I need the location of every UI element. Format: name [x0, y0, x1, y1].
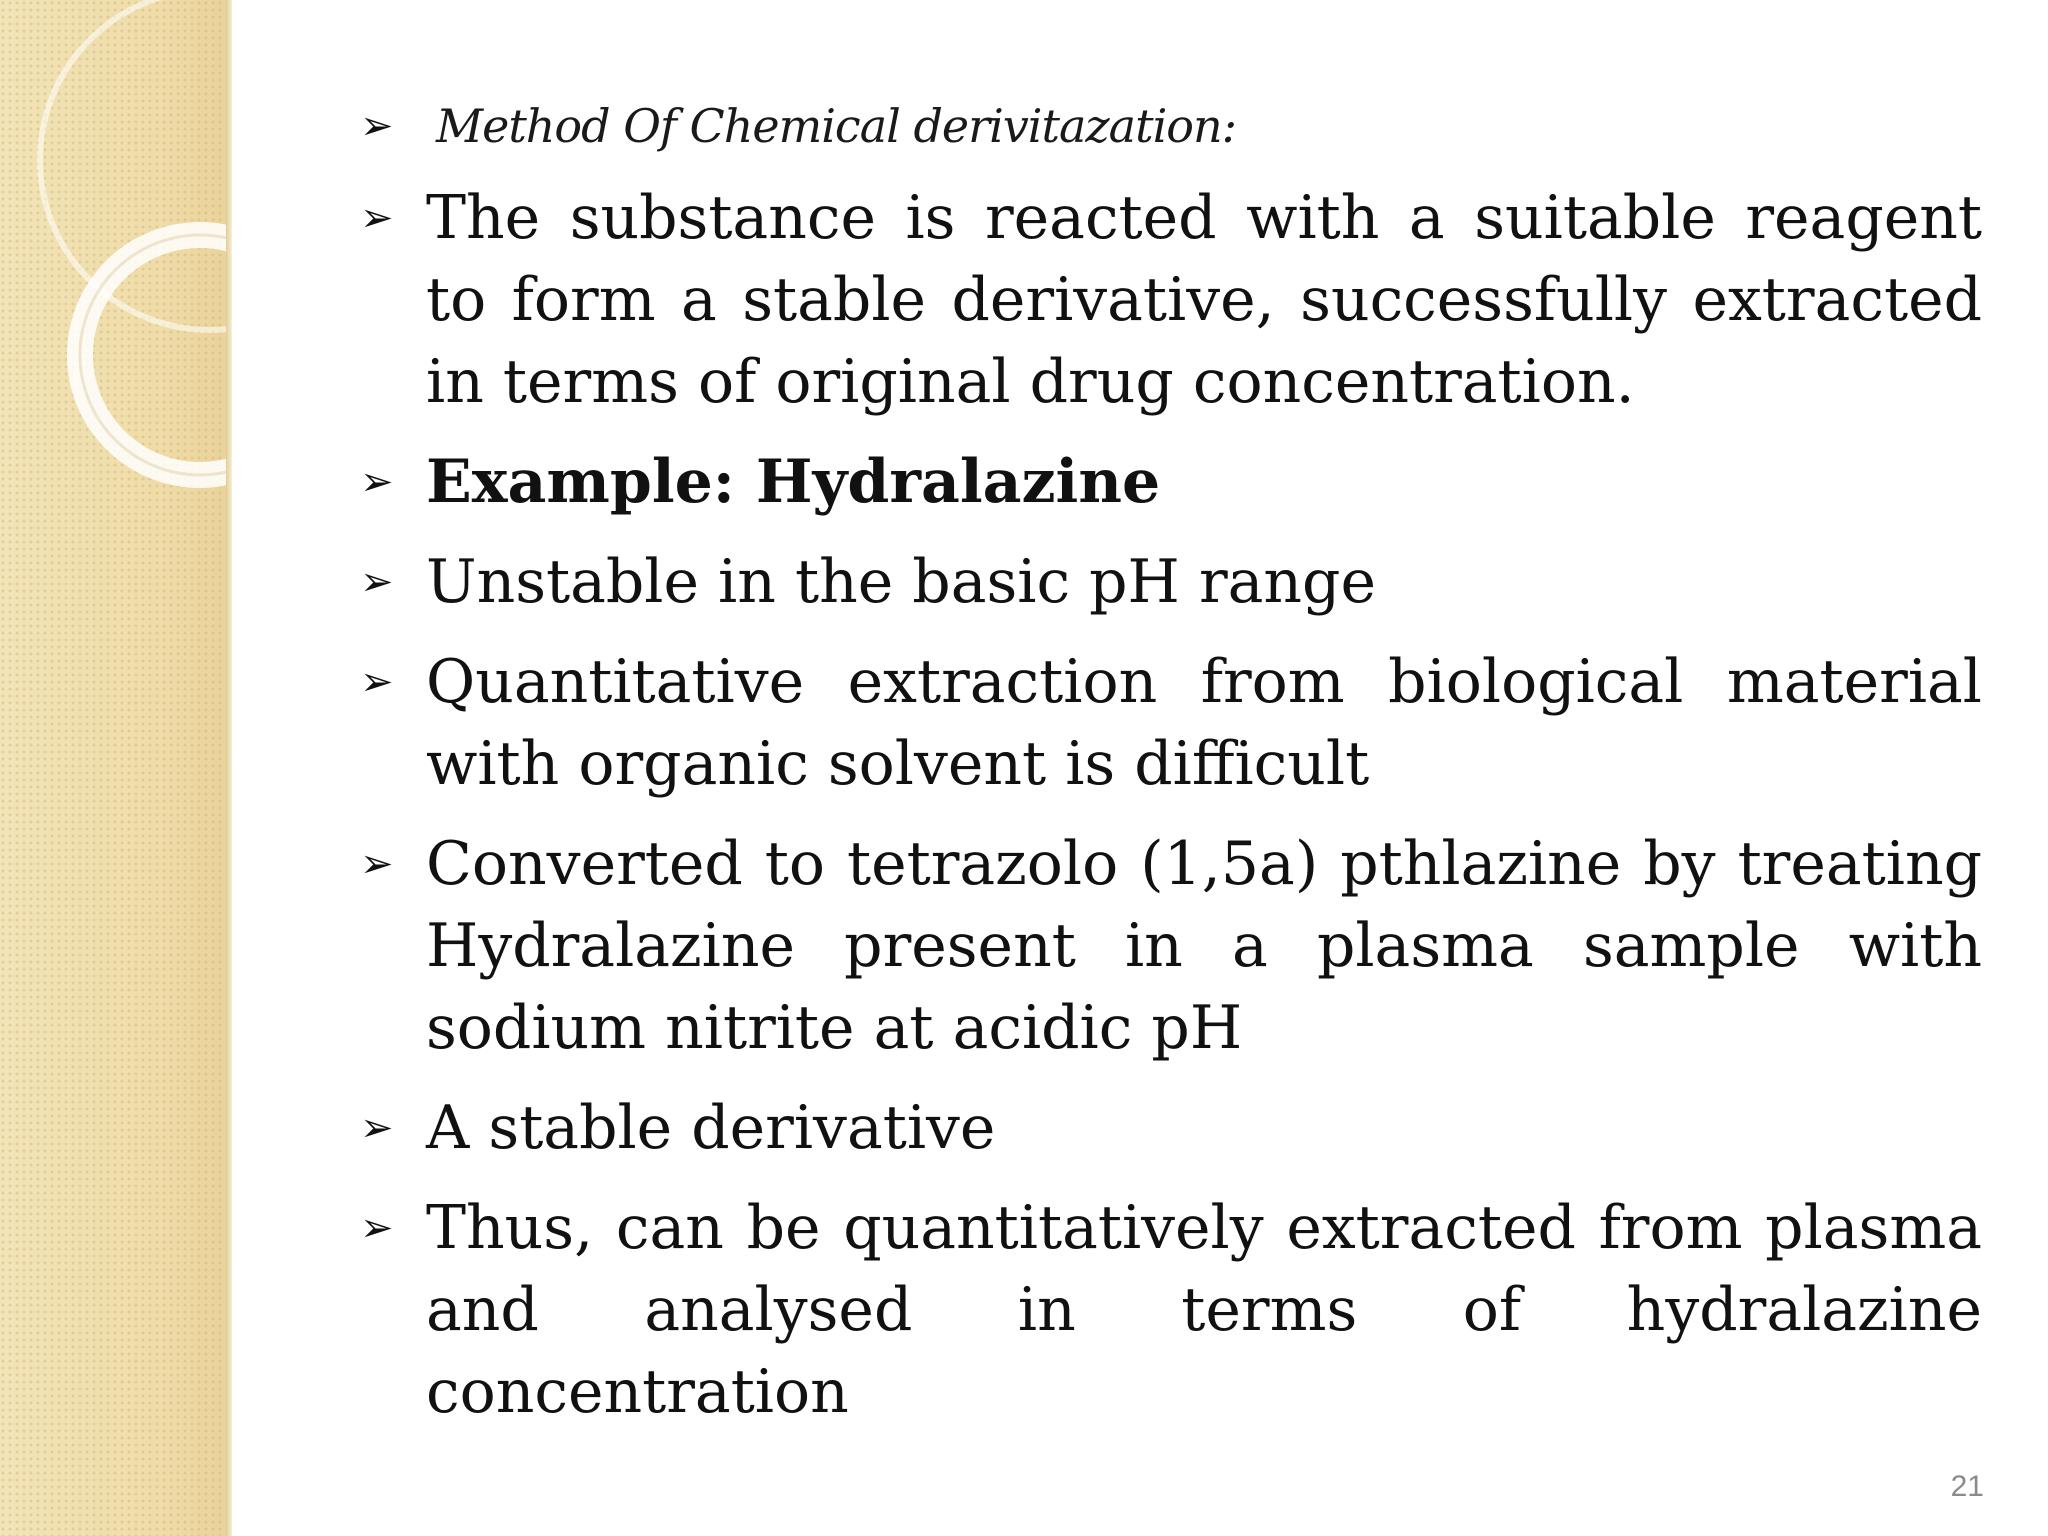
- arrowhead-bullet-icon: ➢: [360, 195, 394, 241]
- bullet-text: Unstable in the basic pH range: [426, 547, 1376, 617]
- arrowhead-bullet-icon: ➢: [360, 659, 394, 705]
- bullet-text: A stable derivative: [426, 1093, 996, 1163]
- arrowhead-bullet-icon: ➢: [360, 1105, 394, 1151]
- decorative-sidebar: [0, 0, 228, 1536]
- arrowhead-bullet-icon: ➢: [360, 459, 394, 505]
- bullet-item: [360, 823, 1982, 1069]
- arrowhead-bullet-icon: ➢: [360, 559, 394, 605]
- bullet-text: Thus, can be quantitatively extracted from plasma and analysed in terms of hydralazine concentration: [426, 1193, 1982, 1427]
- bullet-text: Quantitative extraction from biological material with organic solvent is difficult: [426, 647, 1982, 799]
- bullet-text: Converted to tetrazolo (1,5a) pthlazine by treating Hydralazine present in a plasma sample with sodium nitrite at acidic pH: [426, 829, 1982, 1063]
- page-number: 21: [1950, 1470, 1984, 1503]
- bullet-item: [360, 177, 1982, 423]
- heading-bullet: [360, 80, 1982, 172]
- slide-heading: Method Of Chemical derivitazation:: [436, 99, 1237, 153]
- arrowhead-bullet-icon: ➢: [360, 103, 394, 149]
- arrowhead-bullet-icon: ➢: [360, 841, 394, 887]
- bullet-item: [360, 1087, 1982, 1169]
- decorative-rings-icon: [0, 0, 228, 1536]
- bullet-item: [360, 441, 1982, 523]
- bullet-item: [360, 541, 1982, 623]
- bullet-item: [360, 641, 1982, 805]
- bullet-text: The substance is reacted with a suitable reagent to form a stable derivative, successfully extracted in terms of original drug concentration.: [426, 183, 1982, 417]
- bullet-text: Example: Hydralazine: [426, 447, 1161, 517]
- arrowhead-bullet-icon: ➢: [360, 1205, 394, 1251]
- bullet-item: [360, 1187, 1982, 1433]
- sidebar-edge: [226, 0, 232, 1536]
